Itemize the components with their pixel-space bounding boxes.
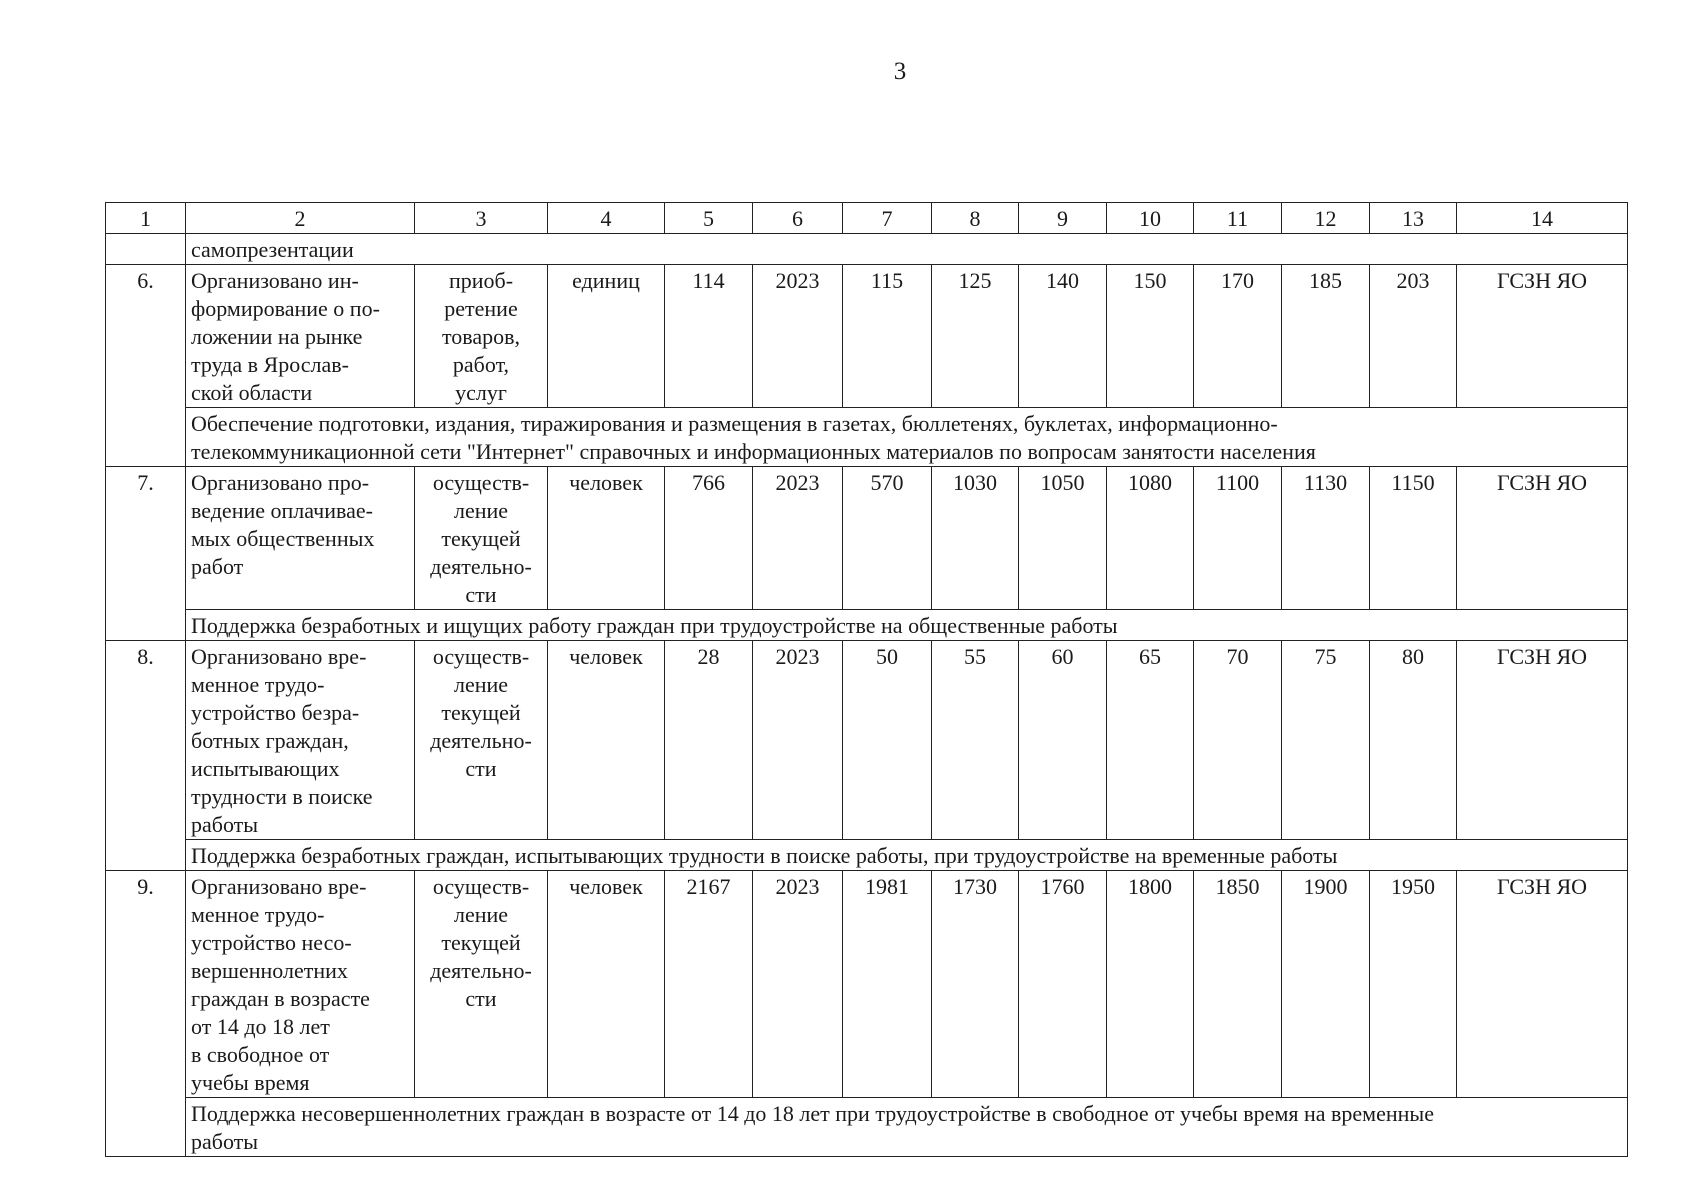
row-description: Поддержка безработных и ищущих работу граждан при трудоустройстве на общественные работы: [186, 610, 1628, 641]
column-header-1: 1: [106, 203, 186, 234]
year-value: 1981: [843, 871, 932, 1098]
year-value: 1150: [1370, 467, 1457, 610]
year-value: 1130: [1282, 467, 1370, 610]
row-number: 7.: [106, 467, 186, 641]
year-value: 185: [1282, 265, 1370, 408]
year-value: 150: [1107, 265, 1194, 408]
year-value: 1100: [1194, 467, 1282, 610]
row-description: Поддержка безработных граждан, испытывающих трудности в поиске работы, при трудоустройстве на временные работы: [186, 840, 1628, 871]
unit: единиц: [548, 265, 665, 408]
base-year: 2023: [753, 871, 843, 1098]
column-header-14: 14: [1457, 203, 1628, 234]
year-value: 1730: [932, 871, 1019, 1098]
year-value: 70: [1194, 641, 1282, 840]
year-value: 80: [1370, 641, 1457, 840]
indicator-name: Организовано вре- менное трудо- устройство безра- ботных граждан, испытывающих трудности в поиске работы: [186, 641, 415, 840]
base-value: 28: [665, 641, 753, 840]
year-value: 115: [843, 265, 932, 408]
year-value: 1850: [1194, 871, 1282, 1098]
carryover-blank-cell: [106, 234, 186, 265]
carryover-row: [106, 234, 1628, 265]
year-value: 570: [843, 467, 932, 610]
column-header-11: 11: [1194, 203, 1282, 234]
row-description: Обеспечение подготовки, издания, тиражирования и размещения в газетах, бюллетенях, буклетах, информационно- телекоммуникационной сети "Интернет" справочных и информационных материалов по вопросам занятости населения: [186, 408, 1628, 467]
year-value: 170: [1194, 265, 1282, 408]
unit: человек: [548, 641, 665, 840]
indicator-type: осуществ- ление текущей деятельно- сти: [415, 641, 548, 840]
base-value: 114: [665, 265, 753, 408]
indicator-name: Организовано про- ведение оплачивае- мых общественных работ: [186, 467, 415, 610]
column-header-7: 7: [843, 203, 932, 234]
year-value: 1030: [932, 467, 1019, 610]
year-value: 203: [1370, 265, 1457, 408]
indicator-row: [106, 265, 1628, 408]
base-year: 2023: [753, 467, 843, 610]
indicator-name: Организовано вре- менное трудо- устройство несо- вершеннолетних граждан в возрасте от 14 до 18 лет в свободное от учебы время: [186, 871, 415, 1098]
indicator-type: приоб- ретение товаров, работ, услуг: [415, 265, 548, 408]
row-number: 6.: [106, 265, 186, 467]
base-year: 2023: [753, 265, 843, 408]
table-body: [106, 203, 1628, 1157]
responsible: ГСЗН ЯО: [1457, 641, 1628, 840]
unit: человек: [548, 467, 665, 610]
year-value: 1080: [1107, 467, 1194, 610]
indicators-table: [105, 202, 1628, 1157]
description-row: [106, 610, 1628, 641]
year-value: 55: [932, 641, 1019, 840]
year-value: 1900: [1282, 871, 1370, 1098]
indicator-row: [106, 871, 1628, 1098]
column-header-12: 12: [1282, 203, 1370, 234]
column-header-3: 3: [415, 203, 548, 234]
year-value: 1050: [1019, 467, 1107, 610]
row-number: 8.: [106, 641, 186, 871]
year-value: 1950: [1370, 871, 1457, 1098]
column-header-5: 5: [665, 203, 753, 234]
year-value: 125: [932, 265, 1019, 408]
description-row: [106, 840, 1628, 871]
base-value: 766: [665, 467, 753, 610]
year-value: 75: [1282, 641, 1370, 840]
column-header-13: 13: [1370, 203, 1457, 234]
column-number-row: [106, 203, 1628, 234]
indicator-type: осуществ- ление текущей деятельно- сти: [415, 467, 548, 610]
column-header-2: 2: [186, 203, 415, 234]
row-description: Поддержка несовершеннолетних граждан в возрасте от 14 до 18 лет при трудоустройстве в свободное от учебы время на временные работы: [186, 1098, 1628, 1157]
responsible: ГСЗН ЯО: [1457, 467, 1628, 610]
description-row: [106, 408, 1628, 467]
responsible: ГСЗН ЯО: [1457, 265, 1628, 408]
indicator-name: Организовано ин- формирование о по- ложении на рынке труда в Ярослав- ской области: [186, 265, 415, 408]
indicator-row: [106, 467, 1628, 610]
base-value: 2167: [665, 871, 753, 1098]
row-number: 9.: [106, 871, 186, 1157]
year-value: 1760: [1019, 871, 1107, 1098]
base-year: 2023: [753, 641, 843, 840]
responsible: ГСЗН ЯО: [1457, 871, 1628, 1098]
carryover-text: самопрезентации: [186, 234, 1628, 265]
description-row: [106, 1098, 1628, 1157]
column-header-6: 6: [753, 203, 843, 234]
indicator-type: осуществ- ление текущей деятельно- сти: [415, 871, 548, 1098]
column-header-10: 10: [1107, 203, 1194, 234]
column-header-8: 8: [932, 203, 1019, 234]
year-value: 65: [1107, 641, 1194, 840]
year-value: 50: [843, 641, 932, 840]
indicator-row: [106, 641, 1628, 840]
year-value: 140: [1019, 265, 1107, 408]
column-header-9: 9: [1019, 203, 1107, 234]
column-header-4: 4: [548, 203, 665, 234]
year-value: 1800: [1107, 871, 1194, 1098]
year-value: 60: [1019, 641, 1107, 840]
unit: человек: [548, 871, 665, 1098]
page-number: 3: [893, 58, 907, 85]
